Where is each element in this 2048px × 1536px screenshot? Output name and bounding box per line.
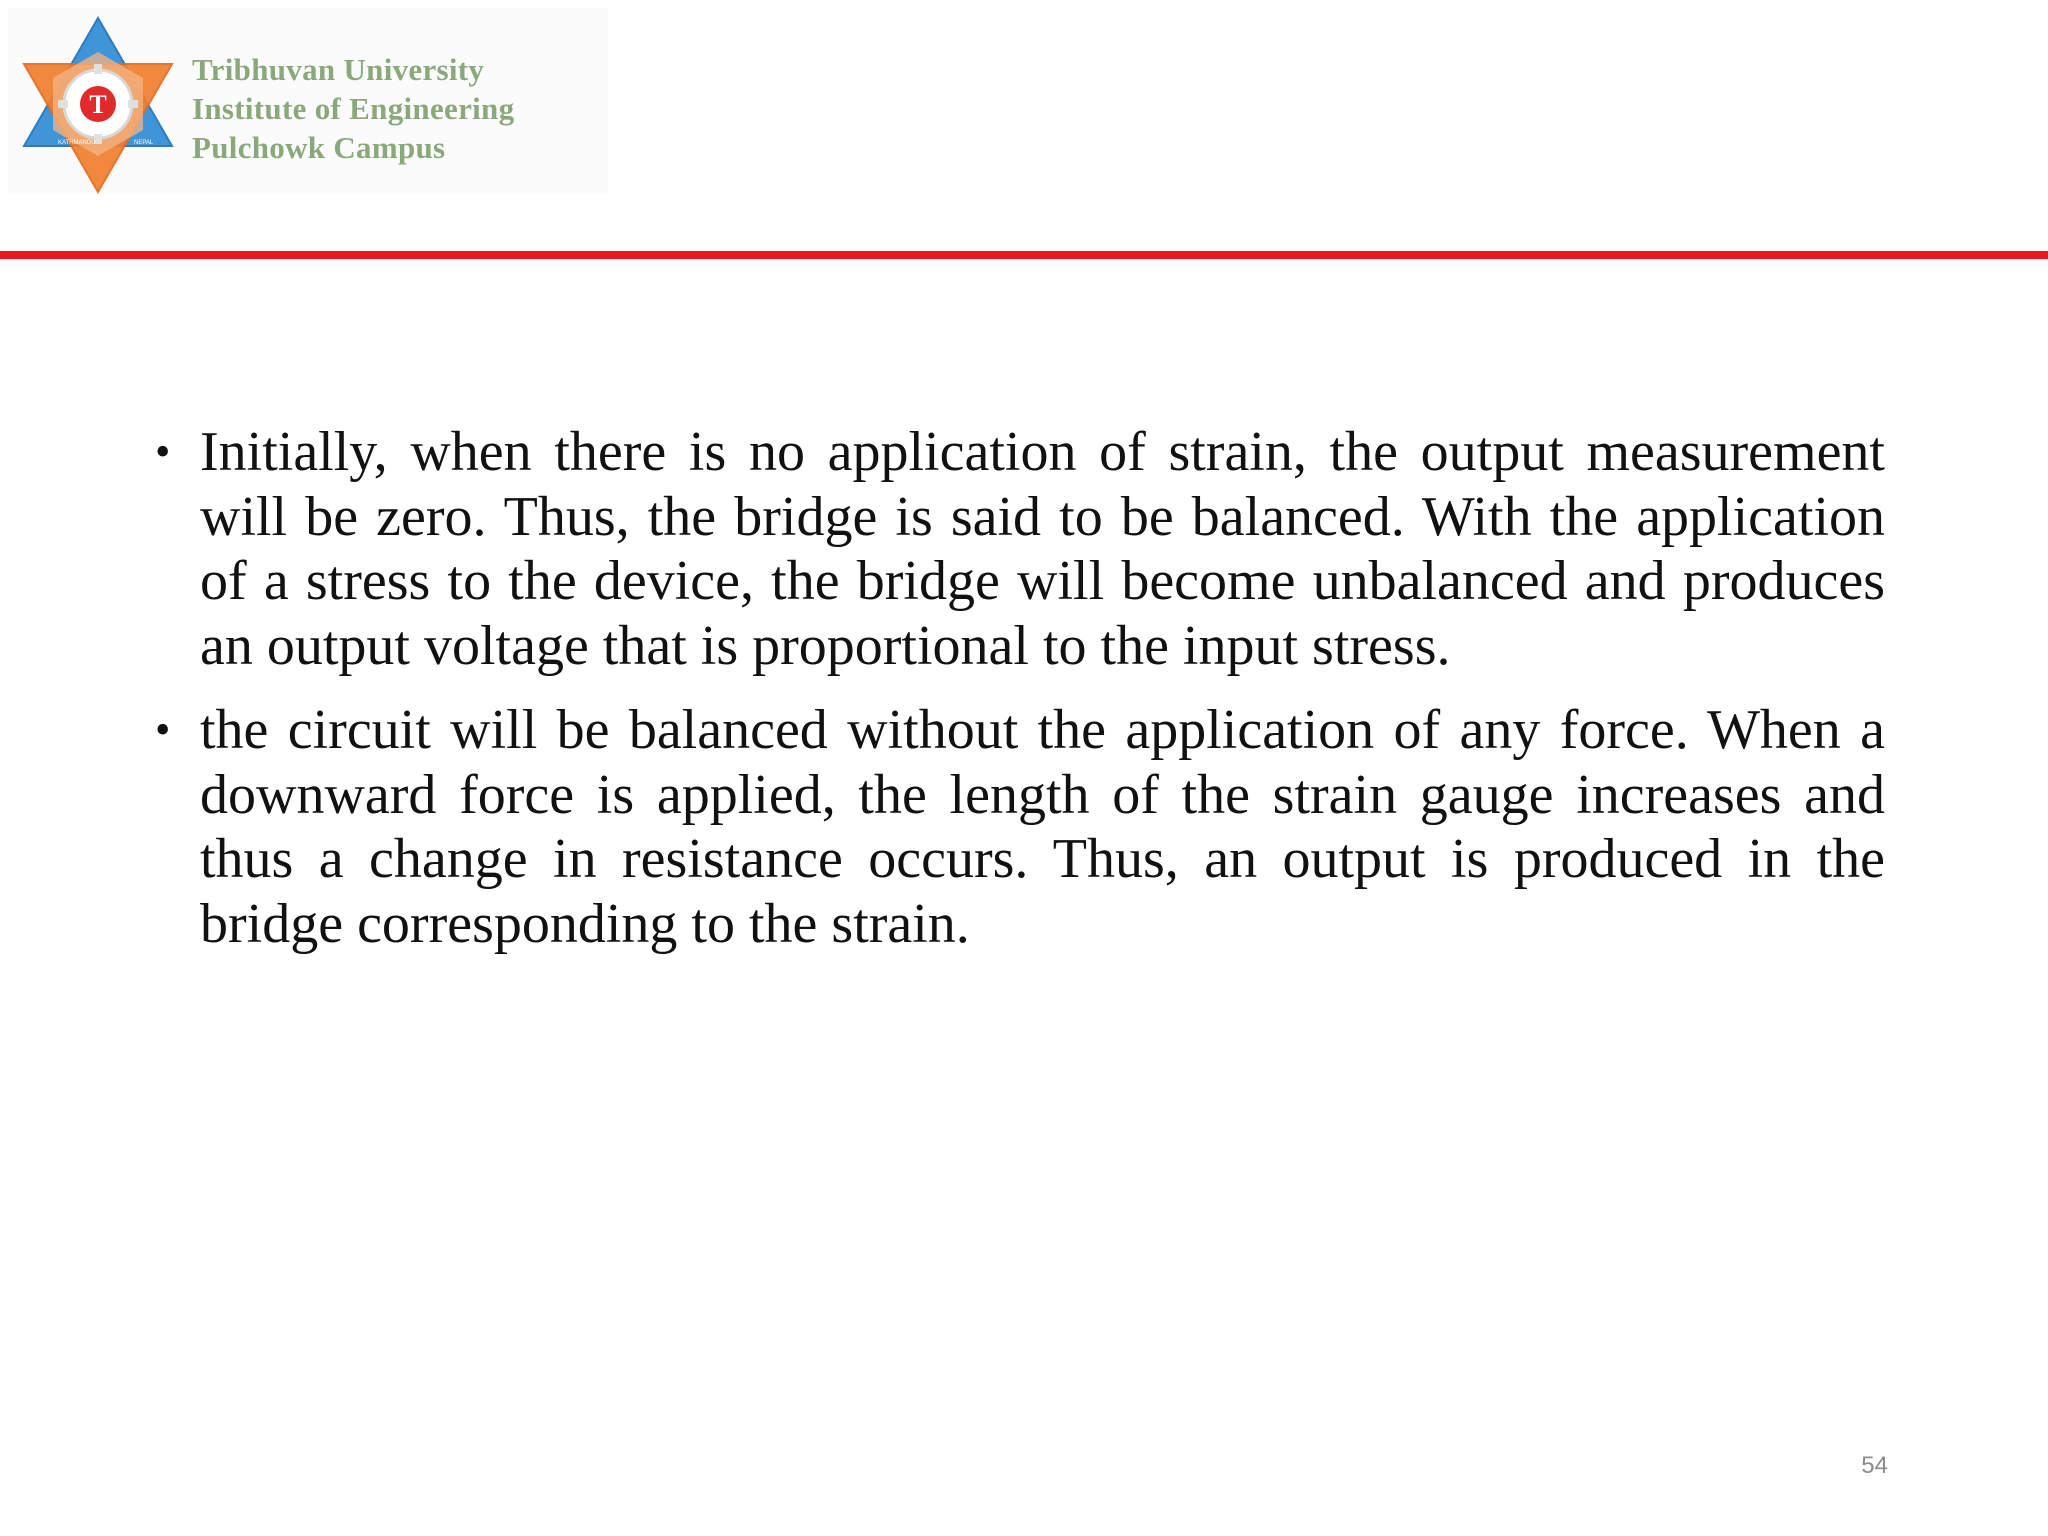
bullet-text: the circuit will be balanced without the application of any force. When a downward force is applied, the length of the strain gauge increases and thus a change in resistance occurs. Thus, an output is produced in the bridge corresponding to the strain. <box>200 699 1885 955</box>
pulchowk-campus-emblem-icon <box>18 12 178 196</box>
bullet-text: Initially, when there is no application of strain, the output measurement will be zero. Thus, the bridge is said to be balanced. With the application of a stress to the device, the bridge will become unbalanced and produces an output voltage that is proportional to the input stress. <box>200 421 1885 677</box>
institution-name <box>192 50 514 167</box>
emblem-text-left: KATHMANDU <box>58 140 96 146</box>
slide-body <box>155 420 1885 976</box>
university-name: Tribhuvan University <box>192 52 485 87</box>
emblem-text-right: NEPAL <box>134 140 154 146</box>
bullet-icon: • <box>155 427 171 476</box>
svg-text:T: T <box>89 90 107 119</box>
bullet-item <box>155 698 1885 956</box>
slide-header <box>0 0 2048 250</box>
institute-name: Institute of Engineering <box>192 91 515 126</box>
bullet-item <box>155 420 1885 678</box>
header-divider <box>0 251 2048 259</box>
institution-logo <box>8 8 608 194</box>
bullet-icon: • <box>155 705 171 754</box>
slide-number: 54 <box>1861 1452 1888 1479</box>
campus-name: Pulchowk Campus <box>192 130 446 165</box>
